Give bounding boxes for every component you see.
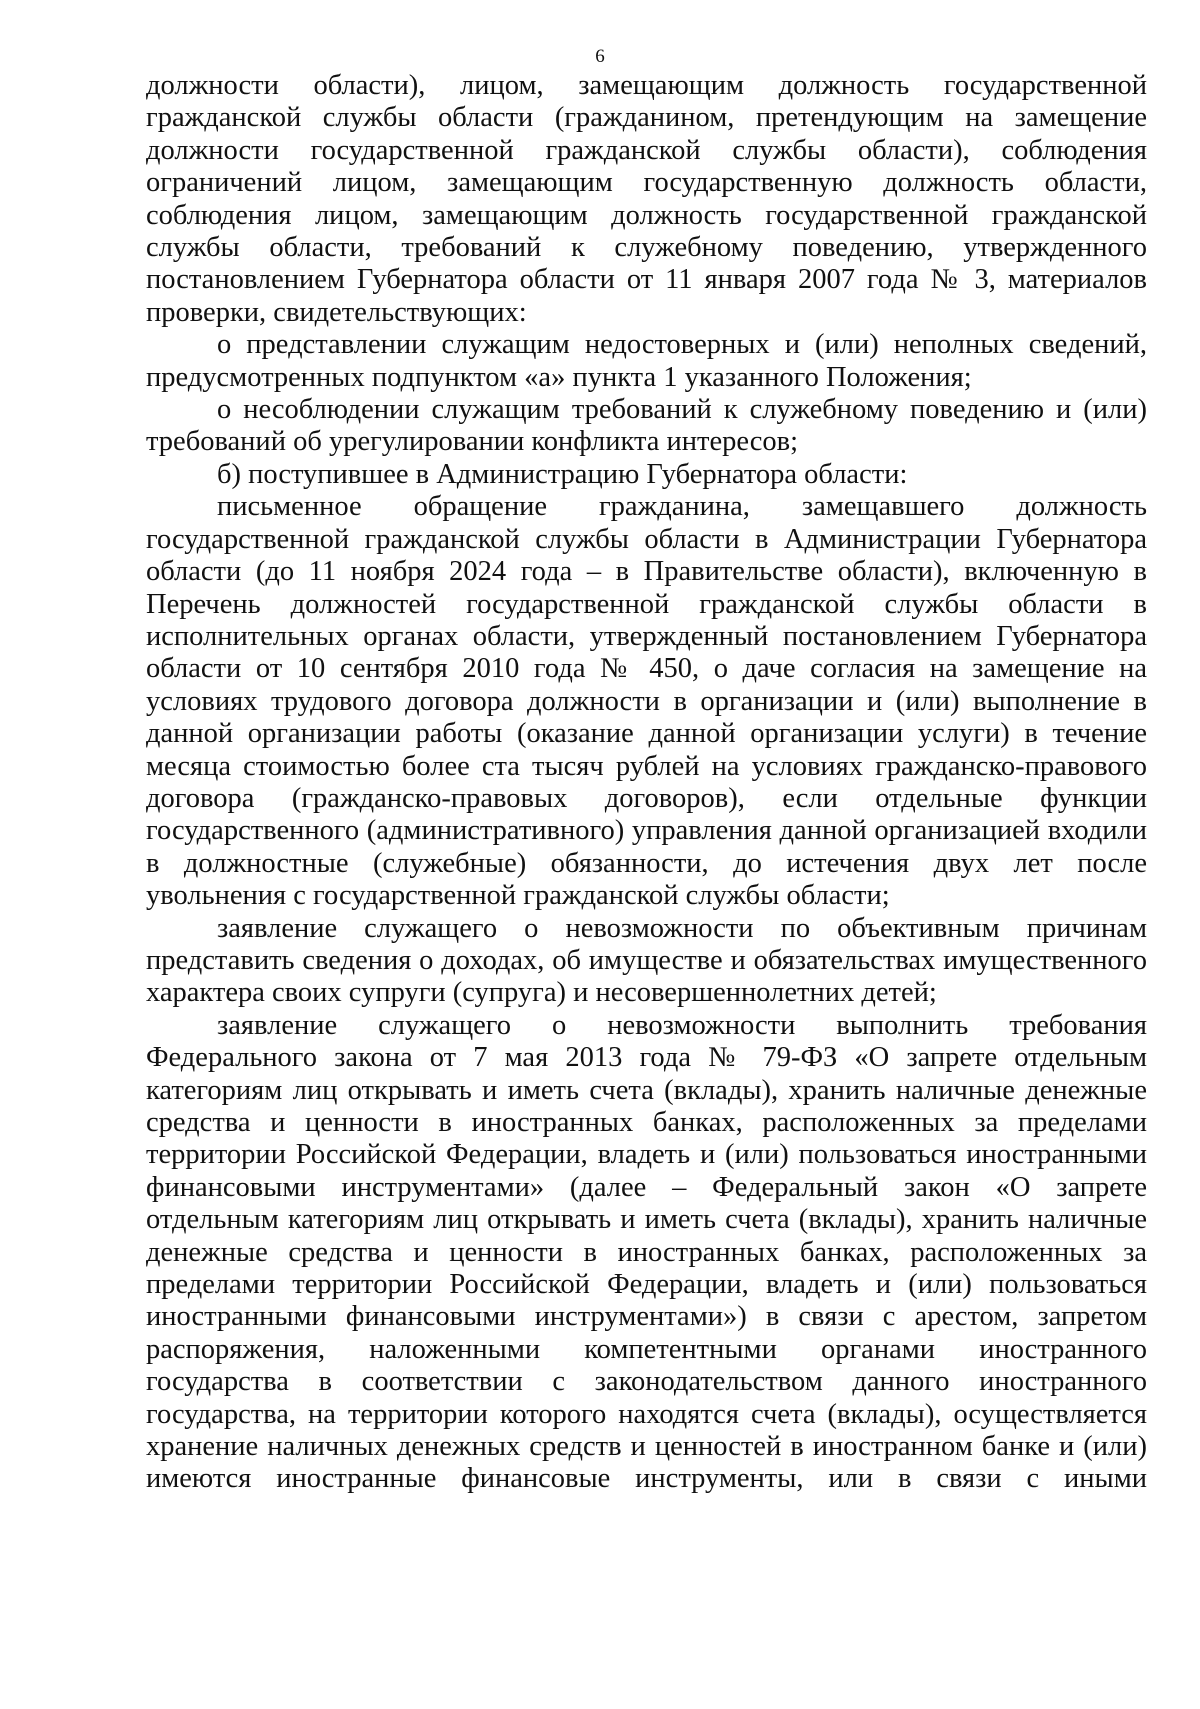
page-number: 6 — [595, 46, 605, 67]
paragraph: о несоблюдении служащим требований к служебному поведению и (или) требований об урегулировании конфликта интересов; — [146, 394, 1147, 458]
paragraph: письменное обращение гражданина, замещавшего должность государственной гражданской службы области в Администрации Губернатора области (до 11 ноября 2024 года – в Правительстве области), включенную в Перечень должностей государственной гражданской службы области в исполнительных органах области, утвержденный постановлением Губернатора области от 10 сентября 2010 года № 450, о даче согласия на замещение на условиях трудового договора должности в организации и (или) выполнение в данной организации работы (оказание данной организации услуги) в течение месяца стоимостью более ста тысяч рублей на условиях гражданско-правового договора (гражданско-правовых договоров), если отдельные функции государственного (административного) управления данной организацией входили в должностные (служебные) обязанности, до истечения двух лет после увольнения с государственной гражданской службы области; — [146, 491, 1147, 912]
paragraph: заявление служащего о невозможности по объективным причинам представить сведения о доходах, об имуществе и обязательствах имущественного характера своих супруги (супруга) и несовершеннолетних детей; — [146, 912, 1147, 1009]
paragraph: б) поступившее в Администрацию Губернатора области: — [217, 458, 908, 490]
paragraph: должности области), лицом, замещающим должность государственной гражданской службы области (гражданином, претендующим на замещение должности государственной гражданской службы области), соблюдения ограничений лицом, замещающим государственную должность области, соблюдения лицом, замещающим должность государственной гражданской службы области, требований к служебному поведению, утвержденного постановлением Губернатора области от 11 января 2007 года № 3, материалов проверки, свидетельствующих: — [146, 70, 1147, 328]
paragraph: о представлении служащим недостоверных и (или) неполных сведений, предусмотренных подпунктом «а» пункта 1 указанного Положения; — [146, 329, 1147, 393]
paragraph: заявление служащего о невозможности выполнить требования Федерального закона от 7 мая 2013 года № 79-ФЗ «О запрете отдельным категориям лиц открывать и иметь счета (вклады), хранить наличные денежные средства и ценности в иностранных банках, расположенных за пределами территории Российской Федерации, владеть и (или) пользоваться иностранными финансовыми инструментами» (далее – Федеральный закон «О запрете отдельным категориям лиц открывать и иметь счета (вклады), хранить наличные денежные средства и ценности в иностранных банках, расположенных за пределами территории Российской Федерации, владеть и (или) пользоваться иностранными финансовыми инструментами») в связи с арестом, запретом распоряжения, наложенными компетентными органами иностранного государства в соответствии с законодательством данного иностранного государства, на территории которого находятся счета (вклады), осуществляется хранение наличных денежных средств и ценностей в иностранном банке и (или) имеются иностранные финансовые инструменты, или в связи с иными — [146, 1009, 1147, 1495]
document-body — [146, 70, 1147, 1496]
